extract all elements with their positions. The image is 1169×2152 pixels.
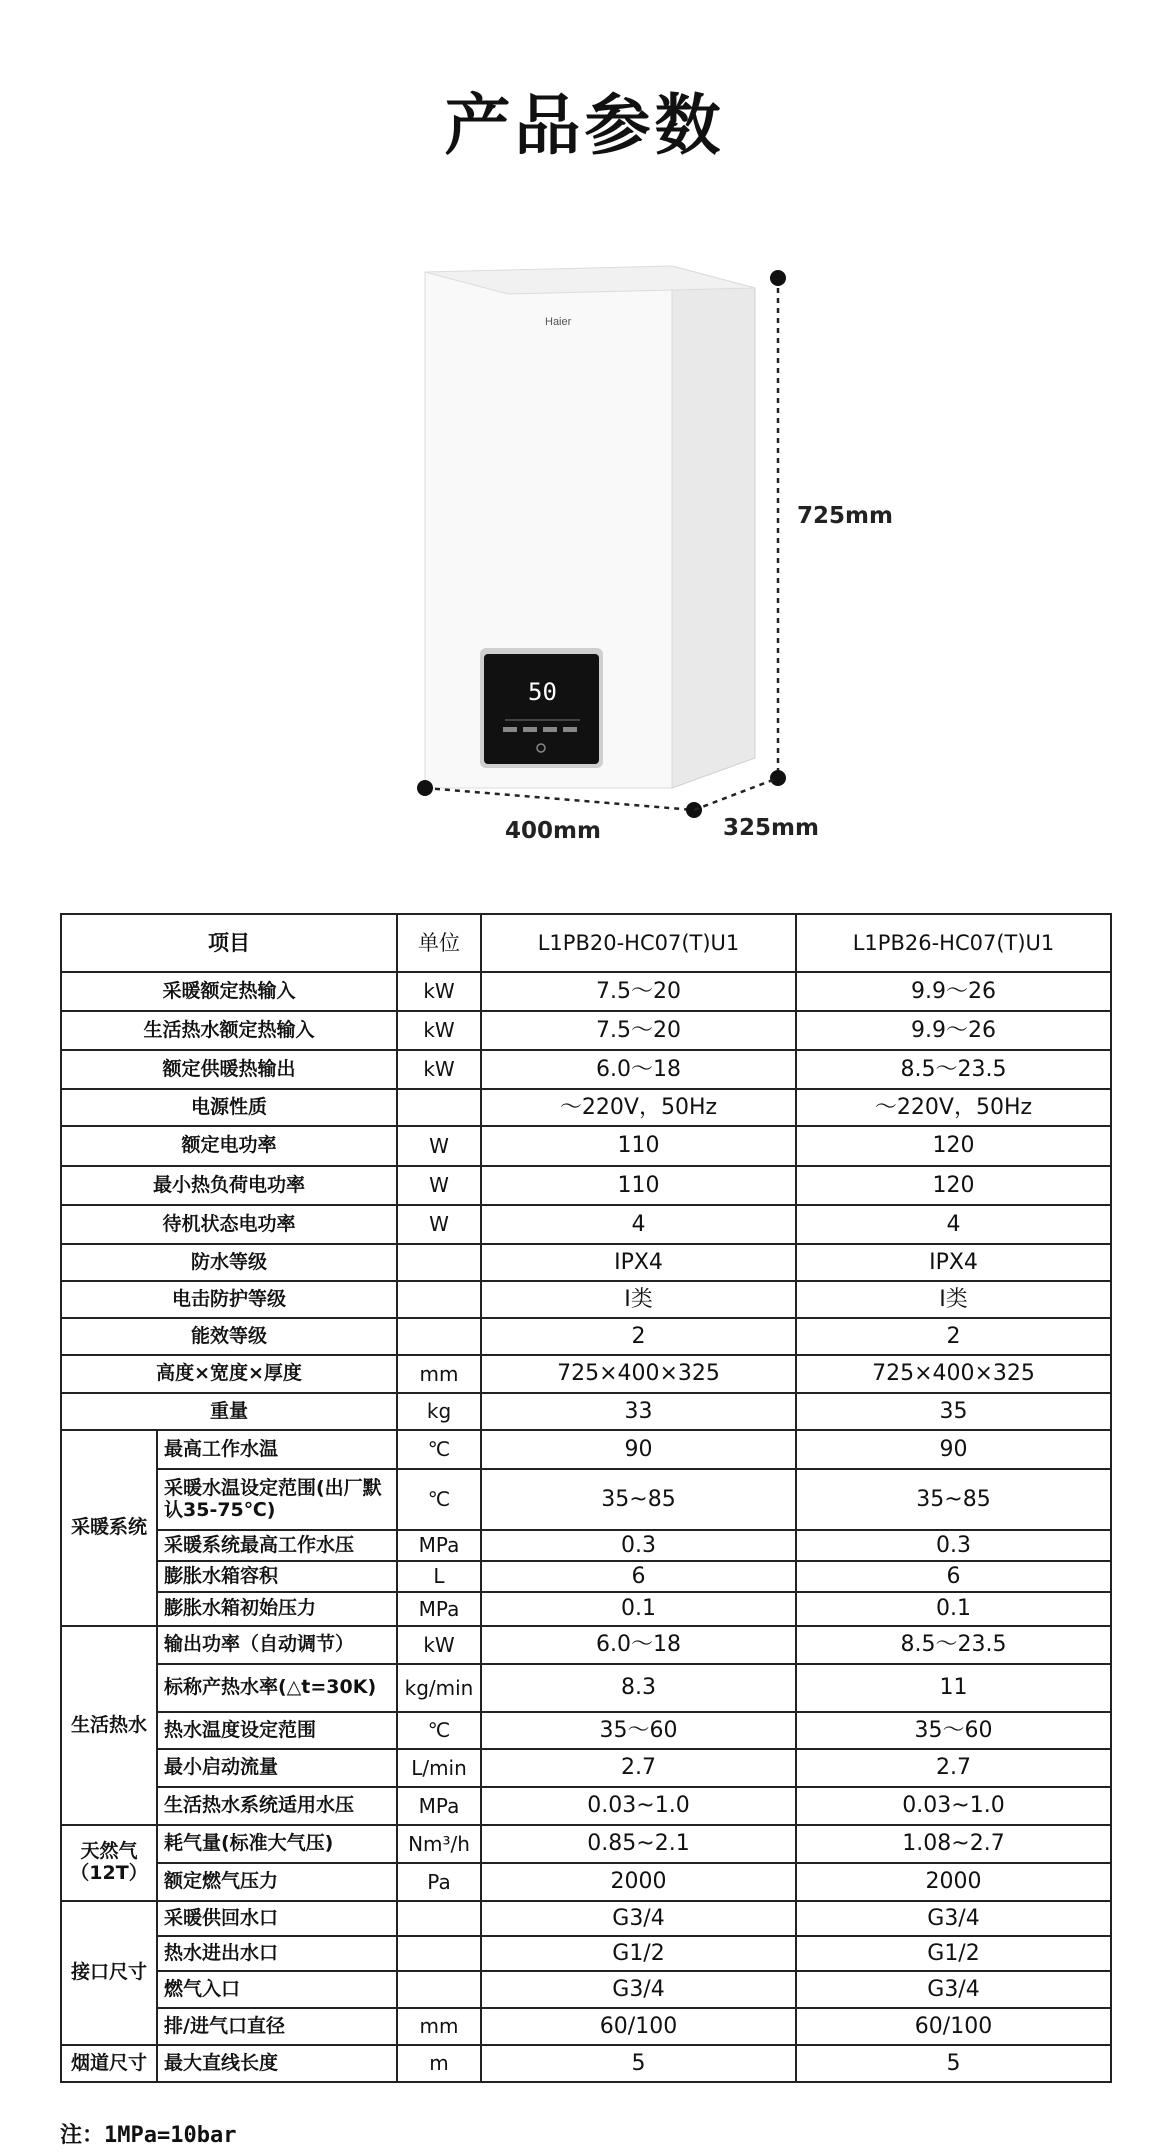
dimension-dot (770, 270, 786, 286)
row-unit: kW (397, 1011, 481, 1050)
spec-table (60, 913, 1112, 2083)
brand-logo: Haier (545, 316, 572, 328)
row-value-2: 0.3 (796, 1530, 1111, 1561)
unit-note: 注：1MPa=10bar (60, 2123, 237, 2148)
row-item: 采暖系统最高工作水压 (157, 1530, 397, 1561)
table-row (61, 1664, 1111, 1712)
row-value-2: G1/2 (796, 1936, 1111, 1971)
row-item: 燃气入口 (157, 1971, 397, 2008)
group-label: 天然气（12T） (61, 1825, 157, 1901)
row-unit: L/min (397, 1749, 481, 1787)
row-unit: W (397, 1126, 481, 1166)
row-unit: Pa (397, 1863, 481, 1901)
page-title: 产品参数 (444, 87, 725, 164)
row-value-2: Ⅰ类 (796, 1281, 1111, 1318)
row-value-1: 0.1 (481, 1592, 796, 1626)
row-value-1: G3/4 (481, 1901, 796, 1936)
table-row (61, 972, 1111, 1011)
row-value-2: 120 (796, 1126, 1111, 1166)
row-unit: MPa (397, 1787, 481, 1825)
row-item: 待机状态电功率 (61, 1205, 397, 1244)
row-item: 最大直线长度 (157, 2045, 397, 2082)
group-label: 烟道尺寸 (61, 2045, 157, 2082)
table-row (61, 1863, 1111, 1901)
panel-button (503, 727, 517, 732)
row-item: 最小热负荷电功率 (61, 1166, 397, 1205)
row-unit: m (397, 2045, 481, 2082)
row-unit: mm (397, 1355, 481, 1393)
row-value-1: 0.03~1.0 (481, 1787, 796, 1825)
row-value-1: 110 (481, 1166, 796, 1205)
row-value-2: 60/100 (796, 2008, 1111, 2045)
row-value-1: 4 (481, 1205, 796, 1244)
table-row (61, 1592, 1111, 1626)
table-row (61, 1050, 1111, 1089)
row-value-2: 1.08~2.7 (796, 1825, 1111, 1863)
depth-dimension-line (694, 778, 778, 810)
row-value-2: 9.9～26 (796, 972, 1111, 1011)
table-row (61, 1825, 1111, 1863)
row-value-1: 0.85~2.1 (481, 1825, 796, 1863)
row-unit: kW (397, 1050, 481, 1089)
row-item: 膨胀水箱容积 (157, 1561, 397, 1592)
table-row (61, 1281, 1111, 1318)
row-unit: ℃ (397, 1712, 481, 1749)
row-value-1: IPX4 (481, 1244, 796, 1281)
row-unit: L (397, 1561, 481, 1592)
table-row (61, 1355, 1111, 1393)
row-value-2: 725×400×325 (796, 1355, 1111, 1393)
table-header-row (61, 914, 1111, 972)
row-value-2: 35~85 (796, 1469, 1111, 1530)
row-unit: kW (397, 1626, 481, 1664)
row-unit: Nm³/h (397, 1825, 481, 1863)
row-value-1: 2.7 (481, 1749, 796, 1787)
row-value-1: 35~85 (481, 1469, 796, 1530)
row-value-2: 35 (796, 1393, 1111, 1430)
row-item: 标称产热水率(△t=30K) (157, 1664, 397, 1712)
row-unit: MPa (397, 1530, 481, 1561)
width-dimension-line (425, 788, 694, 810)
row-value-1: G1/2 (481, 1936, 796, 1971)
table-row (61, 1430, 1111, 1469)
table-row (61, 1561, 1111, 1592)
header-unit: 单位 (397, 914, 481, 972)
table-row (61, 2045, 1111, 2082)
row-unit: W (397, 1166, 481, 1205)
row-unit: W (397, 1205, 481, 1244)
row-value-2: 8.5～23.5 (796, 1050, 1111, 1089)
row-value-1: 725×400×325 (481, 1355, 796, 1393)
table-row (61, 1089, 1111, 1126)
row-unit: ℃ (397, 1430, 481, 1469)
row-value-2: 0.03~1.0 (796, 1787, 1111, 1825)
row-value-2: G3/4 (796, 1901, 1111, 1936)
group-label: 采暖系统 (61, 1430, 157, 1626)
row-value-2: 0.1 (796, 1592, 1111, 1626)
row-value-2: 5 (796, 2045, 1111, 2082)
row-item: 耗气量(标准大气压) (157, 1825, 397, 1863)
row-item: 热水温度设定范围 (157, 1712, 397, 1749)
row-unit: ℃ (397, 1469, 481, 1530)
row-value-2: IPX4 (796, 1244, 1111, 1281)
group-label: 接口尺寸 (61, 1901, 157, 2045)
table-row (61, 1936, 1111, 1971)
table-row (61, 1469, 1111, 1530)
panel-button (523, 727, 537, 732)
row-value-1: 60/100 (481, 2008, 796, 2045)
table-row (61, 1318, 1111, 1355)
dimension-dot (417, 780, 433, 796)
panel-button (543, 727, 557, 732)
row-value-1: 8.3 (481, 1664, 796, 1712)
row-item: 额定燃气压力 (157, 1863, 397, 1901)
header-model-1: L1PB20-HC07(T)U1 (481, 914, 796, 972)
group-label: 生活热水 (61, 1626, 157, 1825)
row-unit (397, 1244, 481, 1281)
row-unit: MPa (397, 1592, 481, 1626)
height-label: 725mm (797, 503, 893, 529)
row-value-1: G3/4 (481, 1971, 796, 2008)
row-value-1: 6.0～18 (481, 1626, 796, 1664)
row-unit (397, 1901, 481, 1936)
row-value-1: 6 (481, 1561, 796, 1592)
row-item: 能效等级 (61, 1318, 397, 1355)
row-value-2: 90 (796, 1430, 1111, 1469)
row-value-2: 35～60 (796, 1712, 1111, 1749)
row-value-1: 7.5～20 (481, 1011, 796, 1050)
row-unit (397, 1089, 481, 1126)
row-value-1: 2 (481, 1318, 796, 1355)
row-unit: kg/min (397, 1664, 481, 1712)
table-row (61, 1901, 1111, 1936)
row-item: 热水进出水口 (157, 1936, 397, 1971)
row-item: 生活热水系统适用水压 (157, 1787, 397, 1825)
table-row (61, 1166, 1111, 1205)
row-item: 排/进气口直径 (157, 2008, 397, 2045)
row-item: 高度×宽度×厚度 (61, 1355, 397, 1393)
table-row (61, 1244, 1111, 1281)
control-panel-screen (484, 654, 599, 764)
row-value-2: 6 (796, 1561, 1111, 1592)
depth-label: 325mm (723, 815, 819, 841)
temperature-display: 50 (528, 678, 557, 706)
row-item: 生活热水额定热输入 (61, 1011, 397, 1050)
table-row (61, 1530, 1111, 1561)
row-unit (397, 1936, 481, 1971)
panel-button (563, 727, 577, 732)
row-value-1: 110 (481, 1126, 796, 1166)
row-item: 最小启动流量 (157, 1749, 397, 1787)
row-unit: kg (397, 1393, 481, 1430)
row-item: 采暖供回水口 (157, 1901, 397, 1936)
table-row (61, 1749, 1111, 1787)
row-item: 采暖额定热输入 (61, 972, 397, 1011)
table-row (61, 1205, 1111, 1244)
row-value-2: 2.7 (796, 1749, 1111, 1787)
row-value-2: 2 (796, 1318, 1111, 1355)
row-item: 采暖水温设定范围(出厂默认35-75℃) (157, 1469, 397, 1530)
table-row (61, 1787, 1111, 1825)
row-value-1: 7.5～20 (481, 972, 796, 1011)
row-value-2: 2000 (796, 1863, 1111, 1901)
row-item: 重量 (61, 1393, 397, 1430)
table-row (61, 2008, 1111, 2045)
table-row (61, 1971, 1111, 2008)
row-value-2: 4 (796, 1205, 1111, 1244)
row-value-1: 5 (481, 2045, 796, 2082)
row-value-2: 8.5～23.5 (796, 1626, 1111, 1664)
row-item: 额定供暖热输出 (61, 1050, 397, 1089)
row-value-1: 6.0～18 (481, 1050, 796, 1089)
row-value-2: 11 (796, 1664, 1111, 1712)
table-row (61, 1011, 1111, 1050)
row-item: 电击防护等级 (61, 1281, 397, 1318)
row-item: 输出功率（自动调节） (157, 1626, 397, 1664)
header-model-2: L1PB26-HC07(T)U1 (796, 914, 1111, 972)
boiler-side-face (672, 266, 755, 788)
row-unit (397, 1971, 481, 2008)
row-unit: kW (397, 972, 481, 1011)
product-illustration (0, 0, 1169, 860)
table-row (61, 1393, 1111, 1430)
row-item: 额定电功率 (61, 1126, 397, 1166)
table-row (61, 1712, 1111, 1749)
table-row (61, 1626, 1111, 1664)
row-item: 最高工作水温 (157, 1430, 397, 1469)
row-value-2: 9.9～26 (796, 1011, 1111, 1050)
row-unit (397, 1318, 481, 1355)
table-row (61, 1126, 1111, 1166)
row-value-2: 120 (796, 1166, 1111, 1205)
row-item: 电源性质 (61, 1089, 397, 1126)
row-value-1: 90 (481, 1430, 796, 1469)
row-unit: mm (397, 2008, 481, 2045)
row-item: 膨胀水箱初始压力 (157, 1592, 397, 1626)
row-value-1: 0.3 (481, 1530, 796, 1561)
row-value-1: Ⅰ类 (481, 1281, 796, 1318)
row-value-1: ～220V，50Hz (481, 1089, 796, 1126)
row-value-1: 2000 (481, 1863, 796, 1901)
width-label: 400mm (505, 818, 601, 844)
row-value-1: 35～60 (481, 1712, 796, 1749)
row-unit (397, 1281, 481, 1318)
row-value-1: 33 (481, 1393, 796, 1430)
row-value-2: ～220V，50Hz (796, 1089, 1111, 1126)
row-item: 防水等级 (61, 1244, 397, 1281)
header-item: 项目 (61, 914, 397, 972)
row-value-2: G3/4 (796, 1971, 1111, 2008)
